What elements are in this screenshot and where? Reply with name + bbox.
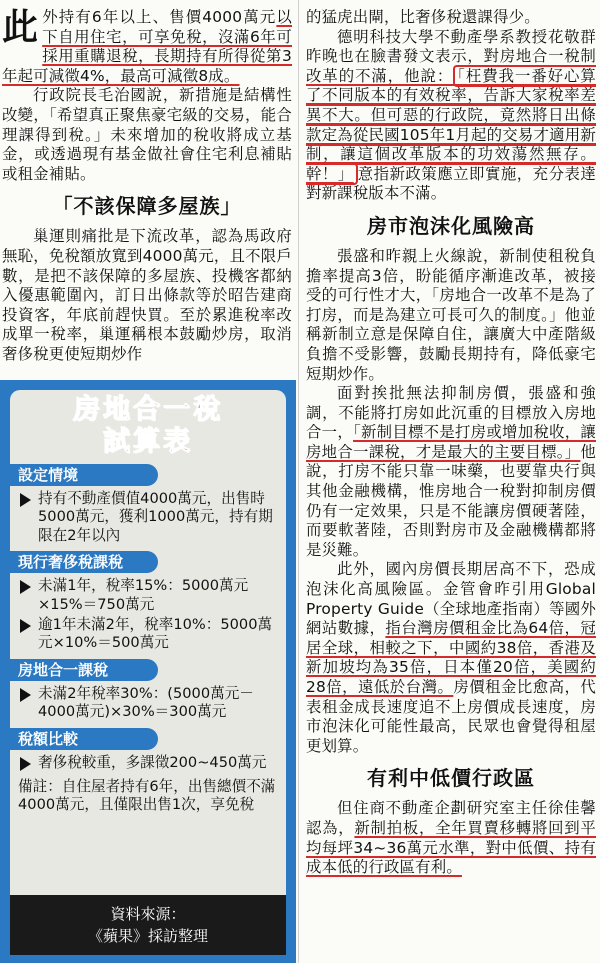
triangle-bullet-icon [20, 619, 31, 633]
highlighted-text: 以下自用住宅，可享免稅，沒滿6年可採用重購退稅，長期持有所得從第3年起可減徵4%，最高可減徵8成。 [2, 8, 292, 85]
sidebar-item: 逾1年未滿2年，稅率10%：5000萬元×10%＝500萬元 [18, 616, 278, 653]
sidebar-item: 未滿1年，稅率15%：5000萬元×15%＝750萬元 [18, 577, 278, 614]
sidebar-panel [10, 390, 286, 955]
triangle-bullet-icon [20, 580, 31, 594]
article-paragraph: 此外持有6年以上、售價4000萬元以下自用住宅，可享免稅，沒滿6年可採用重購退稅，長期持有所得從第3年起可減徵4%，最高可減徵8成。 [2, 7, 292, 85]
dropcap: 此 [2, 7, 39, 48]
highlighted-text: 新制拍板，全年買賣移轉將回到平均每坪34~36萬元水準，對中低價、持有成本低的行政區有利。 [306, 818, 596, 877]
article-paragraph: 的猛虎出閘，比奢侈稅還課得少。 [306, 8, 540, 26]
subheading: 「不該保障多屋族」 [52, 194, 242, 219]
sidebar-section-heading: 房地合一課稅 [10, 659, 158, 681]
triangle-bullet-icon [20, 688, 31, 702]
article-paragraph: 但住商不動產企劃研究室主任徐佳馨認為，新制拍板，全年買賣移轉將回到平均每坪34~36萬元水準，對中低價、持有成本低的行政區有利。 [306, 799, 596, 877]
article-paragraph: 面對挨批無法抑制房價，張盛和強調，不能將打房如此沉重的目標放入房地合一，「新制目標不是打房或增加稅收，讓房地合一課稅，才是最大的主要目標。」他說，打房不能只靠一味藥，也要靠央行與其他金融機構，惟房地合一稅對抑制房價仍有一定效果，只是不能讓房價硬著陸，而要軟著陸，否則對房市及金融機構都將是災難。 [306, 384, 596, 559]
sidebar-note: 備註：自住屋者持有6年，出售總價不滿4000萬元，且僅限出售1次，享免稅 [18, 778, 276, 814]
right-column [306, 0, 596, 963]
sidebar-section-heading: 現行奢侈稅課稅 [10, 551, 158, 573]
highlighted-text: 指台灣房價租金比為64倍，冠居全球，相較之下，中國約38倍，香港及新加坡均為35倍，日本僅20倍，美國約28倍，遠低於台灣。 [306, 619, 596, 696]
sidebar-item: 奢侈稅較重，多課徵200~450萬元 [18, 754, 278, 772]
article-paragraph: 德明科技大學不動產學系教授花敬群昨晚也在臉書發文表示，對房地合一稅制改革的不滿，他說： 「枉費我一番好心算了不同版本的有效稅率，告訴大家稅率差異不大。但可惡的行政院，竟然將日出條款定為從民國105年1月起的交易才適用新制，讓這個改革版本的功效蕩然無存。幹！」 意指新政策應立即實施，充分表達對新課稅版本不滿。 [306, 27, 596, 203]
sidebar-item: 未滿2年稅率30%：(5000萬元－4000萬元)×30%＝300萬元 [18, 685, 278, 722]
triangle-bullet-icon [20, 493, 31, 507]
sidebar-section-heading: 設定情境 [10, 464, 158, 486]
highlighted-text: 「新制目標不是打房或增加稅收，讓房地合一課稅，才是最大的主要目標。」 [306, 423, 596, 461]
tax-sidebar [0, 380, 296, 963]
sidebar-title: 房地合一稅 試算表 [73, 394, 223, 457]
article-paragraph: 張盛和昨親上火線說，新制使租稅負擔率提高3倍，盼能循序漸進改革，被接受的可行性才大，「房地合一改革不是為了打房，而是為建立可長可久的制度。」他並稱新制立意是保障自住，讓廣大中產階級負擔不受影響，鼓勵長期持有，降低豪宅短期炒作。 [306, 246, 596, 383]
triangle-bullet-icon [20, 757, 31, 771]
article-paragraph: 巢運則痛批是下流改革，認為馬政府無恥，免稅額放寬到4000萬元，且不限戶數，是把不該保障的多屋族、投機客都納入優惠範圍內，訂日出條款等於昭告建商投資客，年底前趕快買。至於累進稅率改成單一稅率，巢運稱根本鼓勵炒房，取消奢侈稅更使短期炒作 [2, 227, 292, 363]
article-paragraph: 此外，國內房價長期居高不下，恐成泡沫化高風險區。金管會昨引用Global Property Guide（全球地產指南）等國外網站數據，指台灣房價租金比為64倍，冠居全球，相較之下，中國約38倍，香港及新加坡均為35倍，日本僅20倍，美國約28倍，遠低於台灣。房價租金比愈高，代表租金成長速度追不上房價成長速度，房市泡沫化可能性最高，民眾也會覺得租屋更划算。 [306, 560, 596, 755]
sidebar-item: 持有不動產價值4000萬元，出售時5000萬元，獲利1000萬元，持有期限在2年以內 [18, 490, 278, 545]
sidebar-section-heading: 稅額比較 [10, 728, 158, 750]
subheading: 有利中低價行政區 [367, 766, 535, 791]
article-paragraph: 行政院長毛治國說，新措施是結構性改變，「希望真正聚焦豪宅級的交易，能合理課得到稅。」未來增加的稅收將成立基金，或透過現有基金做社會住宅利息補貼或租金補貼。 [2, 86, 292, 183]
sidebar-source: 資料來源： 《蘋果》採訪整理 [10, 895, 286, 955]
column-divider [298, 0, 299, 963]
subheading: 房市泡沫化風險高 [367, 213, 535, 238]
highlighted-quote: 「枉費我一番好心算了不同版本的有效稅率，告訴大家稅率差異不大。但可惡的行政院，竟然將日出條款定為從民國105年1月起的交易才適用新制，讓這個改革版本的功效蕩然無存。幹！」 [306, 66, 596, 183]
